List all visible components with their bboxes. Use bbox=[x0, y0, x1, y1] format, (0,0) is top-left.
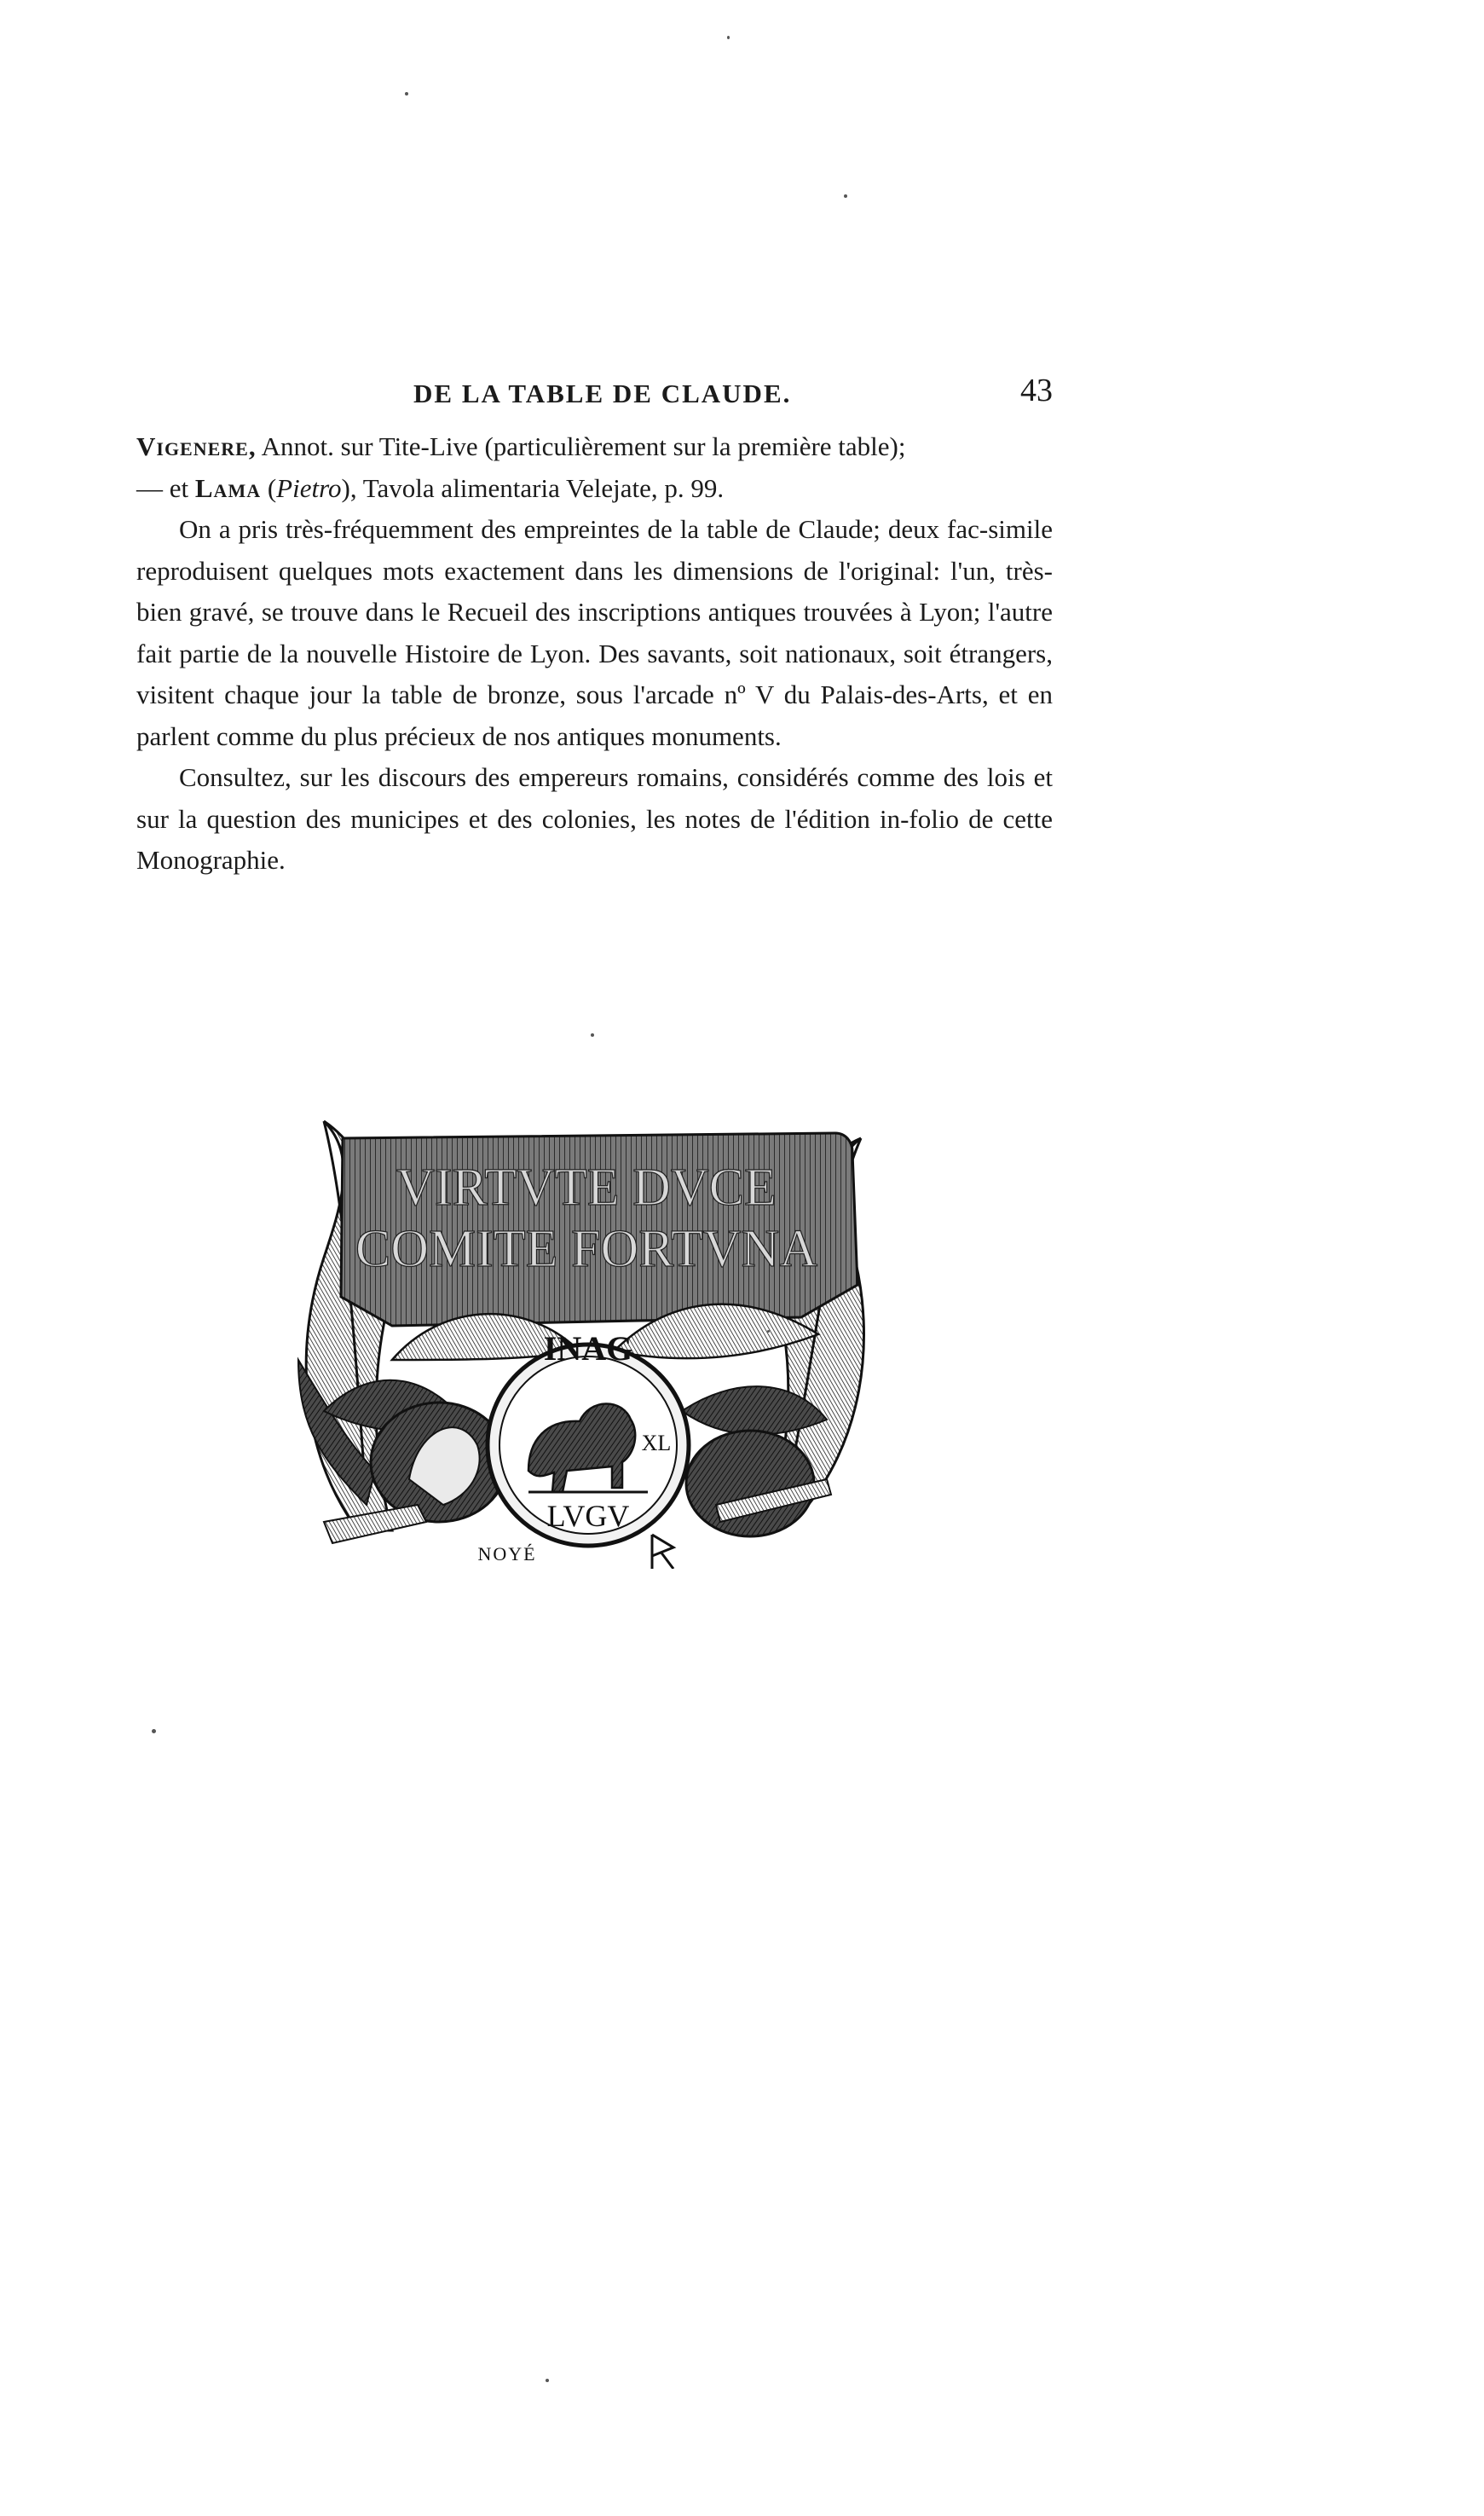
paper-speck bbox=[152, 1729, 156, 1733]
artist-signature: NOYÉ bbox=[477, 1543, 537, 1565]
inscription-line-2: COMITE FORTVNA bbox=[355, 1220, 818, 1278]
paragraph-consultez: Consultez, sur les discours des empereurs romains, considérés comme des lois et sur la question des municipes et des colonies, les notes de l'édition in-folio de cette Monographie. bbox=[136, 762, 1053, 875]
paper-speck bbox=[767, 1330, 770, 1333]
paper-speck bbox=[405, 92, 408, 95]
inscription-line-1: VIRTVTE DVCE bbox=[396, 1159, 777, 1217]
paper-speck bbox=[591, 1033, 594, 1037]
citation-text-4: ), Tavola alimentaria Velejate, p. 99. bbox=[341, 472, 725, 503]
coin-legend-side: XL bbox=[641, 1431, 672, 1455]
citation-text-1: Annot. sur Tite-Live (particulièrement sur la première table); bbox=[256, 431, 906, 461]
running-title: DE LA TABLE DE CLAUDE. bbox=[413, 379, 792, 408]
paper-speck bbox=[546, 2379, 549, 2382]
coin-legend-bottom: LVGV bbox=[546, 1499, 630, 1533]
body-text bbox=[136, 426, 1053, 882]
engraver-monogram bbox=[652, 1535, 673, 1569]
paper-speck bbox=[844, 194, 847, 198]
engraved-vignette bbox=[273, 1104, 886, 1569]
paper-speck bbox=[727, 36, 730, 39]
bibliography-paragraph bbox=[136, 426, 1053, 509]
stone-tablet bbox=[341, 1133, 857, 1326]
author-name-lama: Lama bbox=[194, 472, 262, 503]
lion-coin bbox=[488, 1329, 689, 1546]
author-name-vigenere: Vigenere, bbox=[136, 431, 257, 461]
left-medallion bbox=[371, 1403, 507, 1522]
page-number: 43 bbox=[1020, 373, 1053, 408]
coin-legend-top: INAG bbox=[543, 1329, 633, 1368]
right-medallion bbox=[686, 1431, 814, 1536]
running-head bbox=[136, 372, 1053, 423]
paragraph-empreintes: On a pris très-fréquemment des empreintes de la table de Claude; deux fac-simile reproduisent quelques mots exactement dans les dimensions de l'original: l'un, très-bien gravé, se trouve dans le Recueil des inscriptions antiques trouvées à Lyon; l'autre fait partie de la nouvelle Histoire de Lyon. Des savants, soit nationaux, soit étrangers, visitent chaque jour la table de bronze, sous l'arcade nº V du Palais-des-Arts, et en parlent comme du plus précieux de nos antiques monuments. bbox=[136, 514, 1053, 751]
citation-text-3: ( bbox=[261, 472, 277, 503]
citation-text-2: — et bbox=[136, 472, 195, 503]
author-firstname-italic: Pietro bbox=[276, 472, 342, 503]
